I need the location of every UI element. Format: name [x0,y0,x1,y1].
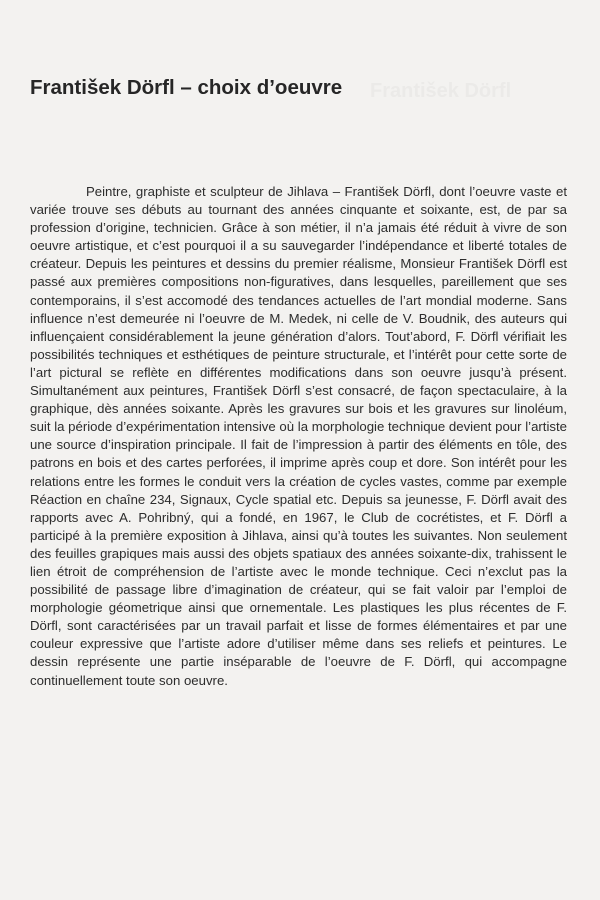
page-title: František Dörfl – choix d’oeuvre [30,76,343,99]
body-paragraph: Peintre, graphiste et sculpteur de Jihlava – František Dörfl, dont l’oeuvre vaste et variée trouve ses débuts au tournant des années cinquante et soixante, est, de par sa profession d’origine, technicien. Grâce à son métier, il n’a jamais été réduit à vivre de son oeuvre artistique, et c’est pourquoi il a su sauvegarder l’indépendance et liberté totales de créateur. Depuis les peintures et dessins du premier réalisme, Monsieur František Dörfl est passé aux premières compositions non-figuratives, dans lesquelles, pareillement que ses contemporains, il s’est accomodé des tendances actuelles de l’art mondial moderne. Sans influence n’est demeurée ni l’oeuvre de M. Medek, ni celle de V. Boudnik, des auteurs qui influençaient considérablement la jeune génération d’alors. Tout’abord, F. Dörfl vérifiait les possibilités techniques et esthétiques de peinture structurale, et l’intérêt pour cette sorte de l’art pictural se reflète en différentes modifications dans son oeuvre jusqu’à présent. Simultanément aux peintures, František Dörfl s’est consacré, de façon spectaculaire, à la graphique, dès années soixante. Après les gravures sur bois et les gravures sur linoléum, suit la période d’expérimentation intensive où la morphologie technique devient pour l’artiste une source d’inspiration principale. Il fait de l’impression à partir des éléments en tôle, des patrons en bois et des cartes perforées, il imprime après coup et dore. Son intérêt pour les relations entre les formes le conduit vers la création de cycles vastes, comme par exemple Réaction en chaîne 234, Signaux, Cycle spatial etc. Depuis sa jeunesse, F. Dörfl avait des rapports avec A. Pohribný, qui a fondé, en 1967, le Club de cocrétistes, et F. Dörfl a participé à la première exposition à Jihlava, ainsi qu’à toutes les suivantes. Non seulement des feuilles grapiques mais aussi des objets spatiaux des années soixante-dix, trahissent le lien étroit de compréhension de l’artiste avec le monde technique. Ceci n’exclut pas la possibilité de passage libre d’imagination de créateur, qui se fait valoir par l’emploi de morphologie géometrique ainsi que ornementale. Les plastiques les plus récentes de F. Dörfl, sont caractérisées par un travail parfait et lisse de formes élémentaires et par une couleur expressive que l’artiste adore d’utiliser même dans ses reliefs et peintures. Le dessin représente une partie inséparable de l’oeuvre de F. Dörfl, qui accompagne continuellement toute son oeuvre. [30,184,567,688]
show-through-title: František Dörfl [370,80,512,102]
